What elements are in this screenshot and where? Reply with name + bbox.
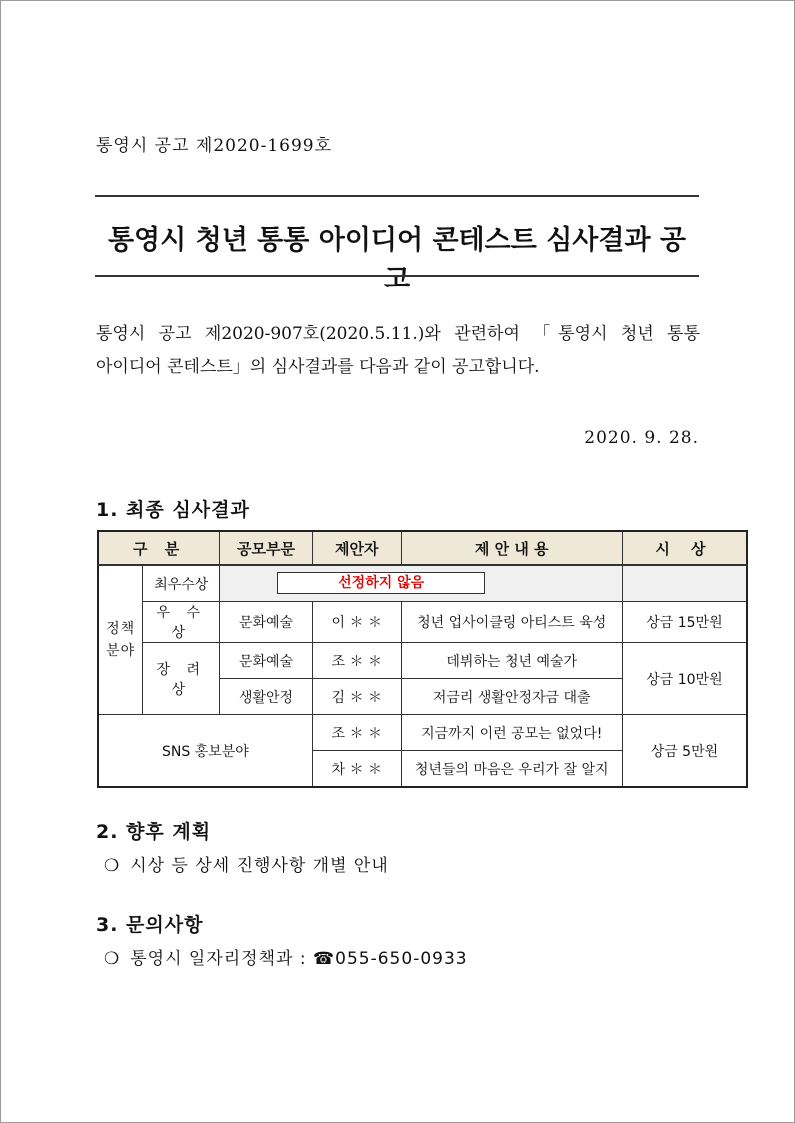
prize-cell: 상금 15만원 bbox=[622, 602, 747, 643]
title-rule-bottom bbox=[95, 275, 699, 277]
header-award: 시 상 bbox=[622, 531, 747, 565]
header-category: 구 분 bbox=[98, 531, 220, 565]
prize-cell: 상금 5만원 bbox=[622, 715, 747, 788]
proposer-cell: 조 ＊ ＊ bbox=[312, 715, 401, 751]
circle-bullet-icon: ❍ bbox=[104, 856, 121, 876]
results-table bbox=[97, 530, 748, 788]
table-header-row bbox=[98, 531, 747, 565]
intro-paragraph bbox=[96, 318, 700, 384]
field-cell: 생활안정 bbox=[220, 679, 313, 715]
field-cell: 문화예술 bbox=[220, 643, 313, 679]
section-3-heading: 3. 문의사항 bbox=[96, 914, 204, 936]
proposer-cell: 김 ＊ ＊ bbox=[312, 679, 401, 715]
notice-date: 2020. 9. 28. bbox=[584, 428, 699, 448]
content-cell: 지금까지 이런 공모는 없었다! bbox=[401, 715, 622, 751]
award-cell: 우 수 상 bbox=[143, 602, 220, 643]
proposer-cell: 이 ＊ ＊ bbox=[312, 602, 401, 643]
sns-category-cell: SNS 홍보분야 bbox=[98, 715, 312, 788]
not-selected-label: 선정하지 않음 bbox=[277, 572, 485, 594]
section-2-text: 시상 등 상세 진행사항 개별 안내 bbox=[130, 856, 389, 876]
section-2-bullet bbox=[104, 851, 389, 876]
header-proposer: 제안자 bbox=[312, 531, 401, 565]
table-row bbox=[98, 643, 747, 679]
empty-prize-cell bbox=[622, 565, 747, 602]
notice-number: 통영시 공고 제2020-1699호 bbox=[96, 136, 333, 156]
content-cell: 청년들의 마음은 우리가 잘 알지 bbox=[401, 751, 622, 788]
not-selected-cell bbox=[220, 565, 623, 602]
content-cell: 데뷔하는 청년 예술가 bbox=[401, 643, 622, 679]
table-row bbox=[98, 602, 747, 643]
proposer-cell: 차 ＊ ＊ bbox=[312, 751, 401, 788]
content-cell: 청년 업사이클링 아티스트 육성 bbox=[401, 602, 622, 643]
title-rule-top bbox=[95, 195, 699, 197]
section-1-heading: 1. 최종 심사결과 bbox=[96, 499, 250, 521]
intro-line-2: 아이디어 콘테스트」의 심사결과를 다음과 같이 공고합니다. bbox=[96, 357, 540, 377]
document-title: 통영시 청년 통통 아이디어 콘테스트 심사결과 공고 bbox=[107, 225, 687, 295]
content-cell: 저금리 생활안정자금 대출 bbox=[401, 679, 622, 715]
group-policy-cell: 정책 분야 bbox=[98, 565, 143, 715]
table-row bbox=[98, 565, 747, 602]
header-field: 공모부문 bbox=[220, 531, 313, 565]
header-content: 제 안 내 용 bbox=[401, 531, 622, 565]
award-cell: 장 려 상 bbox=[143, 643, 220, 715]
section-3-text: 통영시 일자리정책과 : ☎055-650-0933 bbox=[130, 949, 468, 969]
prize-cell: 상금 10만원 bbox=[622, 643, 747, 715]
intro-line-1: 통영시 공고 제2020-907호(2020.5.11.)와 관련하여 「통영시 청년 통통 bbox=[96, 324, 700, 344]
award-cell: 최우수상 bbox=[143, 565, 220, 602]
table-row bbox=[98, 715, 747, 751]
section-3-bullet bbox=[104, 944, 468, 969]
field-cell: 문화예술 bbox=[220, 602, 313, 643]
circle-bullet-icon: ❍ bbox=[104, 949, 121, 969]
proposer-cell: 조 ＊ ＊ bbox=[312, 643, 401, 679]
section-2-heading: 2. 향후 계획 bbox=[96, 821, 212, 843]
